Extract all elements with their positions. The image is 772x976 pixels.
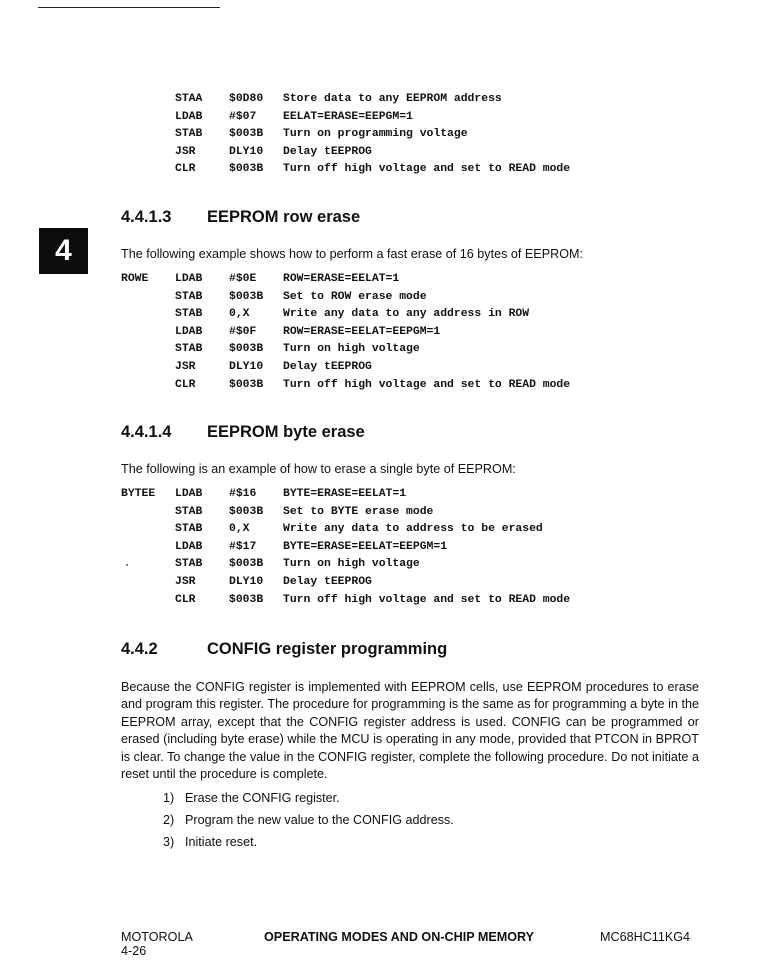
list-item-number: 1) — [163, 791, 175, 805]
code-operand: #$16 — [229, 488, 257, 500]
code-comment: BYTE=ERASE=EELAT=1 — [283, 488, 407, 500]
code-comment: Write any data to any address in ROW — [283, 308, 530, 321]
footer-part-number: MC68HC11KG4 — [600, 930, 691, 944]
code-operand: $003B — [229, 290, 264, 303]
code-operand: DLY10 — [229, 575, 264, 588]
code-comment: Turn on high voltage — [283, 558, 420, 571]
code-comment: ROW=ERASE=EELAT=1 — [283, 273, 400, 285]
code-operand: $0D80 — [229, 93, 264, 105]
section-number: 4.4.2 — [121, 640, 158, 658]
code-operand: 0,X — [229, 308, 250, 321]
page-number: 4-26 — [121, 944, 147, 958]
code-operand: DLY10 — [229, 145, 264, 158]
top-rule — [38, 7, 220, 8]
footer-left — [121, 930, 193, 958]
scan-speck — [126, 564, 128, 566]
code-comment: EELAT=ERASE=EEPGM=1 — [283, 110, 413, 123]
config-paragraph: Because the CONFIG register is implemented with EEPROM cells, use EEPROM procedures to erase and program this register. The procedure for programming is the same as for programming a byte in the EEPROM array, except that the CONFIG register address is used. CONFIG can be programmed or erased (including byte erase) while the MCU is operating in any mode, provided that PTCON in BPROT is clear. To change the value in the CONFIG register, complete the following procedure. Do not initiate a reset until the procedure is complete. — [121, 680, 699, 782]
code-opcode: CLR — [175, 593, 196, 606]
code-operand: $003B — [229, 163, 264, 176]
code-operand: $003B — [229, 343, 264, 356]
code-opcode: STAB — [175, 308, 203, 321]
footer-chapter-title: OPERATING MODES AND ON-CHIP MEMORY — [264, 930, 535, 944]
code-opcode: CLR — [175, 163, 196, 176]
list-item-text: Erase the CONFIG register. — [185, 791, 340, 805]
code-opcode: LDAB — [175, 273, 203, 285]
footer-brand: MOTOROLA — [121, 930, 193, 944]
code-comment: Turn on programming voltage — [283, 128, 468, 141]
code-comment: Set to ROW erase mode — [283, 290, 427, 303]
list-item-text: Initiate reset. — [185, 835, 258, 849]
section-title: CONFIG register programming — [207, 640, 448, 658]
code-opcode: CLR — [175, 378, 196, 391]
code-opcode: LDAB — [175, 325, 203, 338]
code-comment: Turn on high voltage — [283, 343, 420, 356]
code-operand: #$0F — [229, 325, 257, 338]
code-opcode: JSR — [175, 360, 196, 373]
code-comment: BYTE=ERASE=EELAT=EEPGM=1 — [283, 540, 448, 553]
section-number: 4.4.1.3 — [121, 208, 172, 226]
code-comment: Set to BYTE erase mode — [283, 505, 434, 518]
code-comment: Delay tEEPROG — [283, 575, 372, 588]
section-number: 4.4.1.4 — [121, 423, 172, 441]
section-title: EEPROM byte erase — [207, 423, 365, 441]
code-comment: Delay tEEPROG — [283, 145, 372, 158]
list-item-number: 2) — [163, 813, 175, 827]
code-operand: $003B — [229, 505, 264, 518]
code-comment: Turn off high voltage and set to READ mode — [283, 593, 571, 606]
code-opcode: STAB — [175, 290, 203, 303]
code-comment: Write any data to address to be erased — [283, 523, 543, 536]
code-operand: $003B — [229, 558, 264, 571]
code-opcode: STAB — [175, 128, 203, 141]
code-opcode: STAB — [175, 558, 203, 571]
code-comment: Turn off high voltage and set to READ mode — [283, 163, 571, 176]
byte-erase-intro: The following is an example of how to erase a single byte of EEPROM: — [121, 462, 516, 476]
code-opcode: STAB — [175, 505, 203, 518]
code-label: ROWE — [121, 273, 149, 285]
code-operand: $003B — [229, 128, 264, 141]
code-operand: #$17 — [229, 540, 257, 553]
list-item-text: Program the new value to the CONFIG address. — [185, 813, 454, 827]
code-label: BYTEE — [121, 488, 156, 500]
list-item-number: 3) — [163, 835, 175, 849]
code-opcode: LDAB — [175, 540, 203, 553]
code-operand: $003B — [229, 378, 264, 391]
code-opcode: LDAB — [175, 488, 203, 500]
code-comment: Delay tEEPROG — [283, 360, 372, 373]
chapter-tab: 4 — [39, 228, 88, 274]
code-opcode: STAB — [175, 523, 203, 536]
code-operand: #$07 — [229, 110, 257, 123]
code-opcode: STAB — [175, 343, 203, 356]
code-operand: $003B — [229, 593, 264, 606]
code-opcode: LDAB — [175, 110, 203, 123]
code-operand: DLY10 — [229, 360, 264, 373]
code-comment: ROW=ERASE=EELAT=EEPGM=1 — [283, 325, 441, 338]
code-opcode: JSR — [175, 145, 196, 158]
code-opcode: STAA — [175, 93, 203, 105]
code-comment: Turn off high voltage and set to READ mode — [283, 378, 571, 391]
code-operand: #$0E — [229, 273, 257, 285]
code-opcode: JSR — [175, 575, 196, 588]
row-erase-intro: The following example shows how to perform a fast erase of 16 bytes of EEPROM: — [121, 247, 583, 261]
code-operand: 0,X — [229, 523, 250, 536]
section-title: EEPROM row erase — [207, 208, 361, 226]
code-comment: Store data to any EEPROM address — [283, 93, 502, 105]
